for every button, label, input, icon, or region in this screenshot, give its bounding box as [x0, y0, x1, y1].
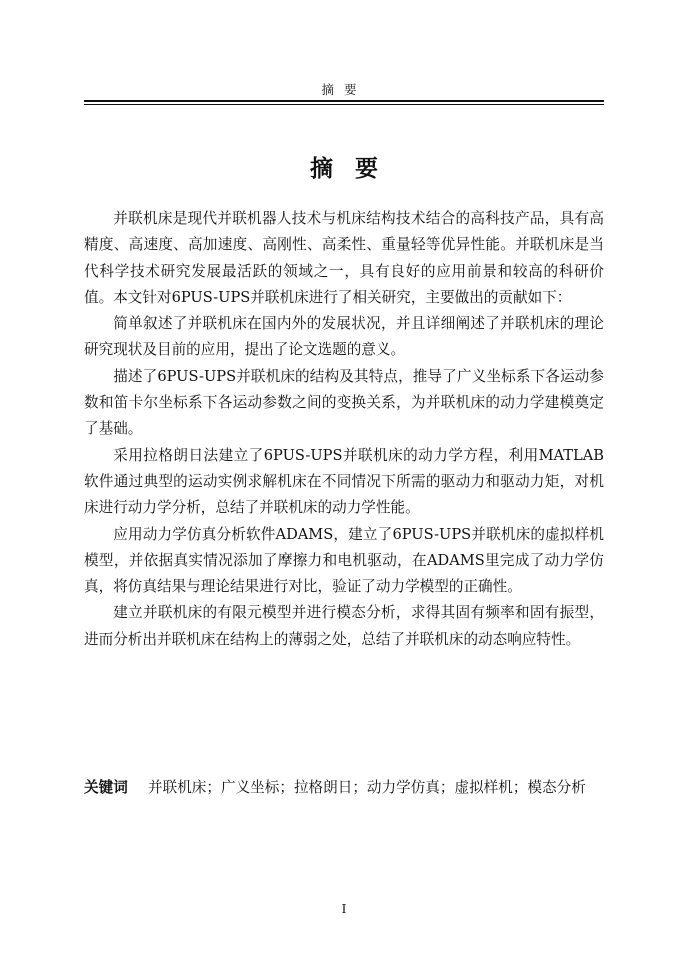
- abstract-body: [84, 206, 604, 653]
- abstract-paragraph-6: 建立并联机床的有限元模型并进行模态分析，求得其固有频率和固有振型，进而分析出并联机床在结构上的薄弱之处，总结了并联机床的动态响应特性。: [84, 604, 604, 648]
- page-title: 摘要: [310, 155, 400, 182]
- abstract-paragraph-4: 采用拉格朗日法建立了6PUS-UPS并联机床的动力学方程，利用MATLAB软件通过典型的运动实例求解机床在不同情况下所需的驱动力和驱动力矩，对机床进行动力学分析，总结了并联机床的动力学性能。: [84, 446, 604, 517]
- abstract-paragraph-1: 并联机床是现代并联机器人技术与机床结构技术结合的高科技产品，具有高精度、高速度、高加速度、高刚性、高柔性、重量轻等优异性能。并联机床是当代科学技术研究发展最活跃的领域之一，具有良好的应用前景和较高的科研价值。本文针对6PUS-UPS并联机床进行了相关研究，主要做出的贡献如下：: [84, 210, 604, 306]
- abstract-paragraph-3: 描述了6PUS-UPS并联机床的结构及其特点，推导了广义坐标系下各运动参数和笛卡尔坐标系下各运动参数之间的变换关系，为并联机床的动力学建模奠定了基础。: [84, 367, 604, 438]
- keywords-section: [84, 775, 604, 801]
- running-header: 摘要: [321, 82, 367, 97]
- keywords-label: 关键词: [84, 779, 128, 796]
- page-number: I: [341, 902, 347, 916]
- header-rule-thick: [84, 100, 604, 102]
- abstract-paragraph-2: 简单叙述了并联机床在国内外的发展状况，并且详细阐述了并联机床的理论研究现状及目前的应用，提出了论文选题的意义。: [84, 315, 604, 359]
- header-rule-thin: [84, 104, 604, 105]
- keywords-text: 并联机床；广义坐标；拉格朗日；动力学仿真；虚拟样机；模态分析: [148, 779, 586, 796]
- abstract-paragraph-5: 应用动力学仿真分析软件ADAMS，建立了6PUS-UPS并联机床的虚拟样机模型，并依据真实情况添加了摩擦力和电机驱动，在ADAMS里完成了动力学仿真，将仿真结果与理论结果进行对比，验证了动力学模型的正确性。: [84, 525, 604, 596]
